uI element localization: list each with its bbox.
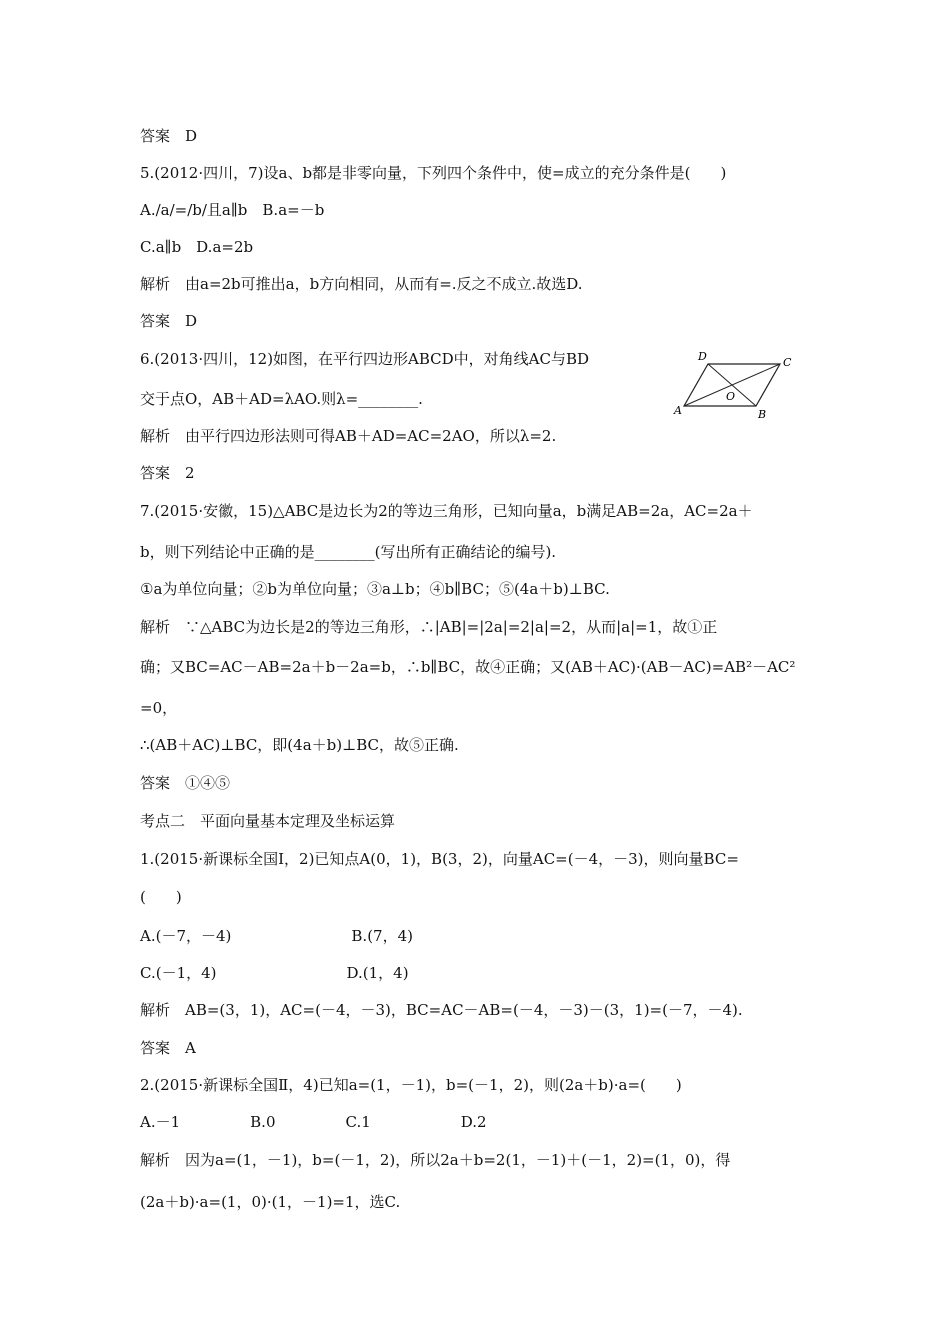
question-5-options-cd: C.a∥b D.a=2b (140, 238, 254, 256)
label-b: B (758, 408, 767, 421)
question-1-stem: 1.(2015·新课标全国Ⅰ，2)已知点A(0，1)，B(3，2)，向量AC=(－4，－3)，则向量BC= (140, 850, 739, 868)
question-7-answer: 答案 ①④⑤ (140, 774, 231, 792)
question-6-analysis: 解析 由平行四边形法则可得AB＋AD=AC=2AO，所以λ=2. (140, 427, 557, 445)
question-6-answer: 答案 2 (140, 464, 195, 482)
option-b: B.0 (250, 1113, 276, 1131)
question-2-options (140, 1111, 820, 1133)
question-6-stem-cont: 交于点O，AB＋AD=λAO.则λ=________. (140, 390, 423, 408)
label-c: C (783, 356, 792, 369)
option-c: C.(－1，4) (140, 964, 217, 982)
answer-line: 答案 D (140, 127, 198, 145)
question-1-options-ab (140, 925, 820, 947)
question-1-answer: 答案 A (140, 1039, 196, 1057)
option-a: A.－1 (140, 1113, 181, 1131)
question-7-analysis-3: =0， (140, 699, 178, 717)
question-7-analysis-4: ∴(AB＋AC)⊥BC，即(4a＋b)⊥BC，故⑤正确. (140, 736, 459, 754)
question-2-stem: 2.(2015·新课标全国Ⅱ，4)已知a=(1，－1)，b=(－1，2)，则(2a＋b)·a=( ) (140, 1076, 682, 1094)
question-1-options-cd (140, 962, 820, 984)
option-a: A.(－7，－4) (140, 927, 232, 945)
section-heading: 考点二 平面向量基本定理及坐标运算 (140, 812, 396, 830)
question-7-analysis-1: 解析 ∵△ABC为边长是2的等边三角形，∴|AB|=|2a|=2|a|=2，从而|a|=1，故①正 (140, 618, 718, 636)
question-1-analysis: 解析 AB=(3，1)，AC=(－4，－3)，BC=AC－AB=(－4，－3)－(3，1)=(－7，－4). (140, 1001, 743, 1019)
question-6-stem: 6.(2013·四川，12)如图，在平行四边形ABCD中，对角线AC与BD (140, 350, 590, 368)
question-5-options-ab: A./a/=/b/且a∥b B.a=－b (140, 201, 325, 219)
question-2-analysis-1: 解析 因为a=(1，－1)，b=(－1，2)，所以2a＋b=2(1，－1)＋(－1，2)=(1，0)，得 (140, 1151, 731, 1169)
question-5-stem: 5.(2012·四川，7)设a、b都是非零向量，下列四个条件中，使=成立的充分条件是( ) (140, 164, 727, 182)
question-7-stem-cont: b，则下列结论中正确的是________(写出所有正确结论的编号). (140, 543, 557, 561)
parallelogram-diagram (670, 346, 800, 426)
label-d: D (698, 350, 707, 363)
question-7-stem: 7.(2015·安徽，15)△ABC是边长为2的等边三角形，已知向量a，b满足AB=2a，AC=2a＋ (140, 502, 753, 520)
option-d: D.(1，4) (346, 964, 409, 982)
option-d: D.2 (460, 1113, 487, 1131)
question-5-analysis: 解析 由a=2b可推出a，b方向相同，从而有=.反之不成立.故选D. (140, 275, 583, 293)
question-7-choices: ①a为单位向量；②b为单位向量；③a⊥b；④b∥BC；⑤(4a＋b)⊥BC. (140, 580, 610, 598)
question-2-analysis-2: (2a＋b)·a=(1，0)·(1，－1)=1，选C. (140, 1193, 401, 1211)
option-b: B.(7，4) (351, 927, 413, 945)
question-5-answer: 答案 D (140, 312, 198, 330)
question-1-stem-cont: ( ) (140, 888, 182, 906)
label-a: A (674, 404, 682, 417)
question-7-analysis-2: 确；又BC=AC－AB=2a＋b－2a=b，∴b∥BC，故④正确；又(AB＋AC)·(AB－AC)=AB²－AC² (140, 658, 796, 676)
option-c: C.1 (345, 1113, 371, 1131)
label-o: O (726, 390, 736, 403)
